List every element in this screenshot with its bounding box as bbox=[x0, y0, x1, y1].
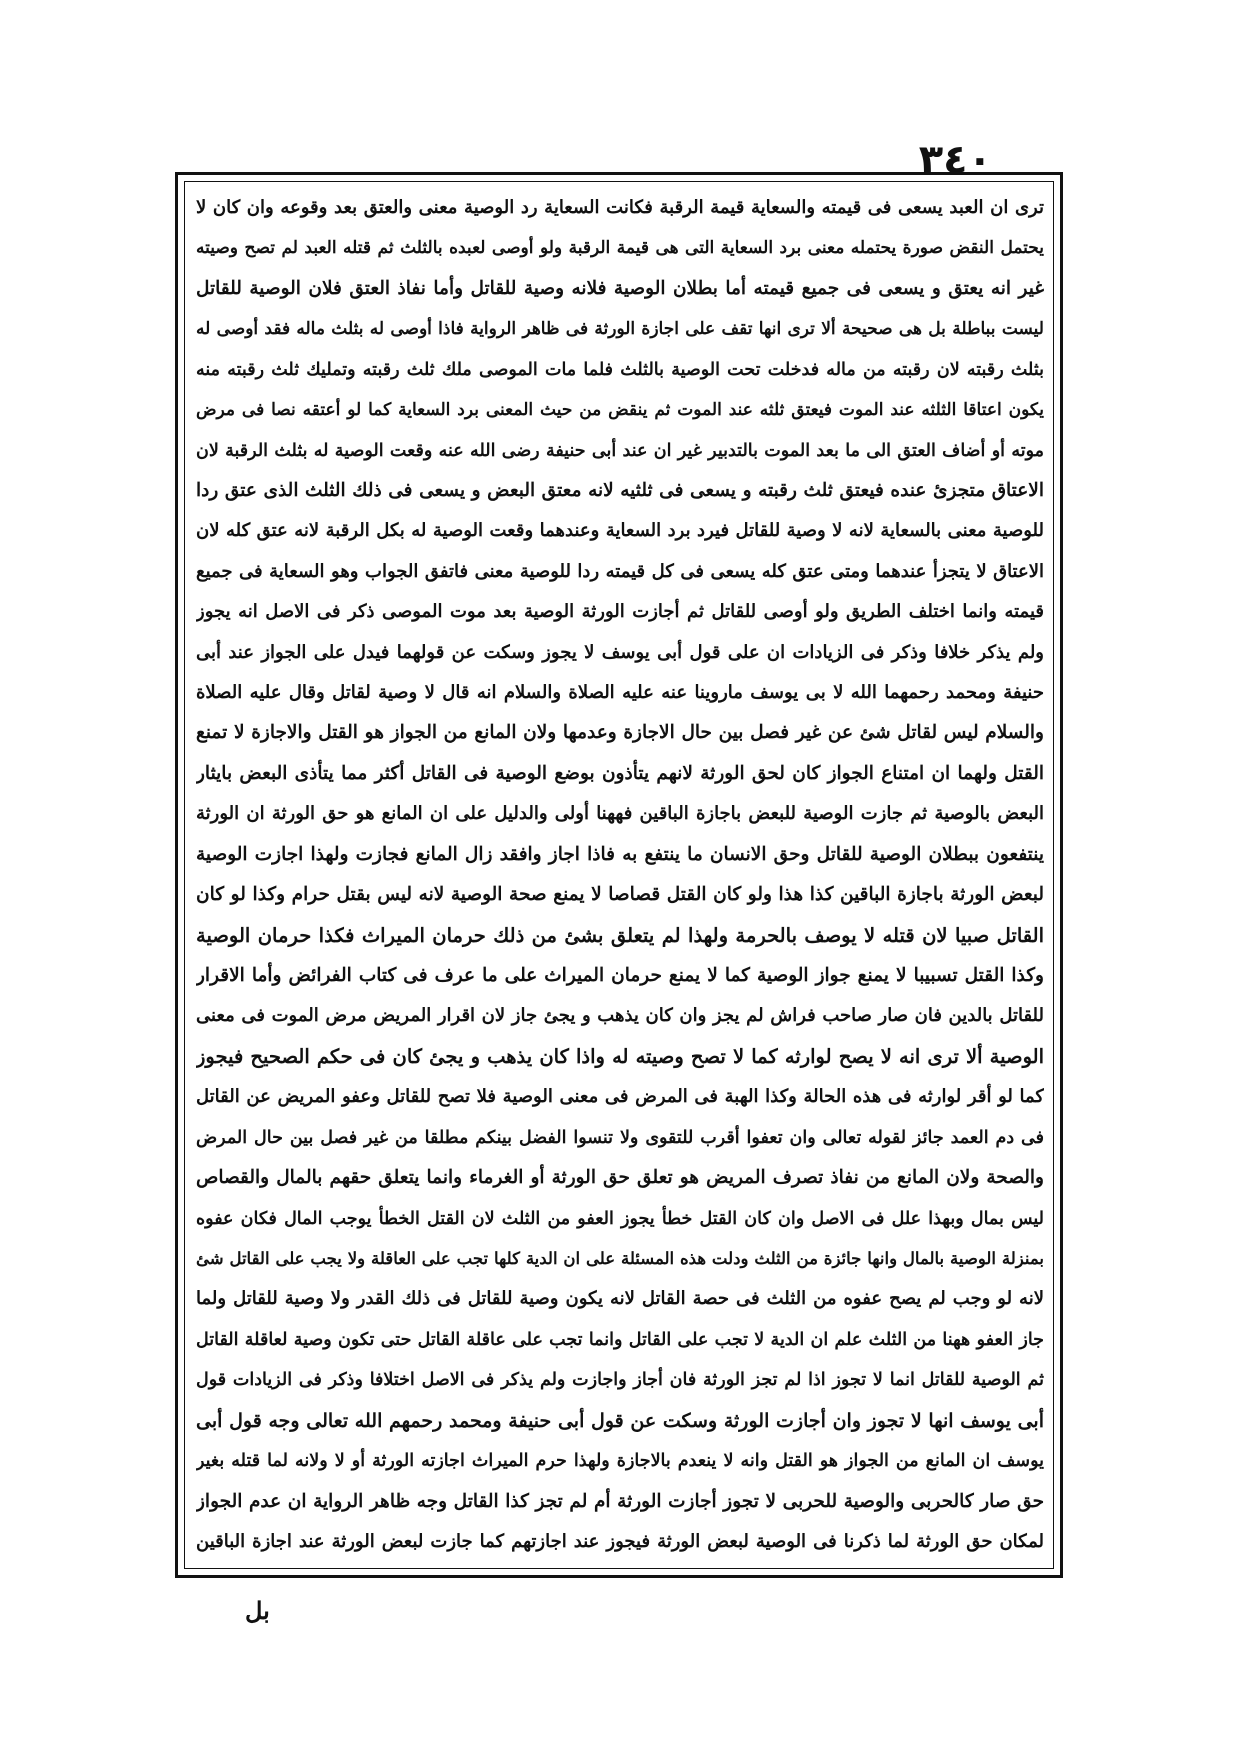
text-line: فى دم العمد جائز لقوله تعالى وان تعفوا أقرب للتقوى ولا تنسوا الفضل بينكم مطلقا من غير فصل بين حال المرض bbox=[196, 1127, 1044, 1148]
text-line: يكون اعتاقا الثلثه عند الموت فيعتق ثلثه عند الموت ثم ينقض من حيث المعنى برد السعاية كما لو أعتقه نصا فى مرض bbox=[196, 400, 1044, 421]
text-line: حنيفة ومحمد رحمهما الله لا بى يوسف ماروينا عنه عليه الصلاة والسلام انه قال لا وصية لقاتل وقال عليه الصلاة bbox=[196, 682, 1044, 704]
text-line: للوصية معنى بالسعاية لانه لا وصية للقاتل فيرد برد السعاية وعندهما وقعت الوصية له بكل الرقبة لانه عتق كله لان bbox=[196, 520, 1044, 542]
text-line: ولم يذكر خلافا وذكر فى الزيادات ان على قول أبى يوسف لا يجوز وسكت عن قولهما فيدل على الجواز عند أبى bbox=[196, 641, 1044, 663]
catchword: بل bbox=[245, 1596, 270, 1625]
text-line: بثلث رقبته لان رقبته من ماله فدخلت تحت الوصية بالثلث فلما مات الموصى ملك ثلث رقبته وتمليك ثلث رقبته منه bbox=[196, 359, 1044, 380]
text-line: الاعتاق لا يتجزأ عندهما ومتى عتق كله يسعى فى كل قيمته ردا للوصية معنى فاتفق الجواب وهو السعاية فى جميع bbox=[196, 560, 1044, 582]
text-line: غير انه يعتق و يسعى فى جميع قيمته أما بطلان الوصية فلانه وصية للقاتل وأما نفاذ العتق فلان الوصية للقاتل bbox=[196, 277, 1044, 299]
main-text-block bbox=[196, 190, 1044, 1560]
text-line: لانه لو وجب لم يصح عفوه من الثلث فى حصة القاتل لانه يكون وصية للقاتل فى ذلك القدر ولا وصية للقاتل ولما bbox=[196, 1288, 1044, 1310]
text-line: ليست بباطلة بل هى صحيحة ألا ترى انها تقف على اجازة الورثة فى ظاهر الرواية فاذا أوصى له بثلث ماله فقد أوصى له bbox=[196, 319, 1044, 340]
text-line: يوسف ان المانع من الجواز هو القتل وانه لا ينعدم بالاجازة ولهذا حرم الميراث اجازته الورثة أو لا ولانه لما قتله بغير bbox=[196, 1451, 1044, 1472]
text-line: ثم الوصية للقاتل انما لا تجوز اذا لم تجز الورثة فان أجاز واجازت ولم يذكر فى الاصل اختلافا وذكر فى الزيادات قول bbox=[196, 1370, 1044, 1391]
text-line: ليس بمال وبهذا علل فى الاصل وان كان القتل خطأ يجوز العفو من الثلث لان القتل الخطأ يوجب المال فكان عفوه bbox=[196, 1208, 1044, 1229]
text-line: لمكان حق الورثة لما ذكرنا فى الوصية لبعض الورثة فيجوز عند اجازتهم كما جازت لبعض الورثة عند اجازة الباقين bbox=[196, 1530, 1044, 1552]
text-line: الاعتاق متجزئ عنده فيعتق ثلث رقبته و يسعى فى ثلثيه لانه معتق البعض و يسعى فى ذلك الثلث الذى عتق ردا bbox=[196, 479, 1044, 501]
text-line: يحتمل النقض صورة يحتمله معنى برد السعاية التى هى قيمة الرقبة ولو أوصى لعبده بالثلث ثم قتله العبد لم تصح وصيته bbox=[196, 238, 1044, 259]
text-line: جاز العفو ههنا من الثلث علم ان الدية لا تجب على القاتل وانما تجب على عاقلة القاتل حتى تكون وصية لعاقلة القاتل bbox=[196, 1329, 1044, 1350]
text-line: الوصية ألا ترى انه لا يصح لوارثه كما لا تصح وصيته له واذا كان يذهب و يجئ كان فى حكم الصحيح فيجوز bbox=[196, 1044, 1044, 1068]
text-line: ترى ان العبد يسعى فى قيمته والسعاية قيمة الرقبة فكانت السعاية رد الوصية معنى والعتق بعد وقوعه وان كان لا bbox=[196, 197, 1044, 218]
text-line: القاتل صبيا لان قتله لا يوصف بالحرمة ولهذا لم يتعلق بشئ من ذلك حرمان الميراث فكذا حرمان الوصية bbox=[196, 923, 1044, 947]
text-line: القتل ولهما ان امتناع الجواز كان لحق الورثة لانهم يتأذون بوضع الوصية فى القاتل أكثر مما يتأذى البعض بايثار bbox=[196, 762, 1044, 784]
text-line: البعض بالوصية ثم جازت الوصية للبعض باجازة الباقين فههنا أولى والدليل على ان المانع هو حق الورثة ان الورثة bbox=[196, 803, 1044, 825]
text-line: للقاتل بالدين فان صار صاحب فراش لم يجز وان كان يذهب و يجئ جاز لان اقرار المريض مرض الموت فى معنى bbox=[196, 1005, 1044, 1027]
page-number: ٣٤٠ bbox=[918, 137, 992, 183]
text-line: بمنزلة الوصية بالمال وانها جائزة من الثلث ودلت هذه المسئلة على ان الدية كلها تجب على العاقلة ولا يجب على القاتل شئ bbox=[196, 1248, 1044, 1268]
text-line: وكذا القتل تسبيبا لا يمنع جواز الوصية كما لا يمنع حرمان الميراث على ما عرف فى كتاب الفرائض وأما الاقرار bbox=[196, 965, 1044, 987]
text-line: ينتفعون ببطلان الوصية للقاتل وحق الانسان ما ينتفع به فاذا اجاز وافقد زال المانع فجازت ولهذا اجازت الوصية bbox=[196, 843, 1044, 865]
text-line: حق صار كالحربى والوصية للحربى لا تجوز أجازت الورثة أم لم تجز كذا القاتل وجه ظاهر الرواية ان عدم الجواز bbox=[196, 1490, 1044, 1512]
text-line: أبى يوسف انها لا تجوز وان أجازت الورثة وسكت عن قول أبى حنيفة ومحمد رحمهم الله تعالى وجه قول أبى bbox=[196, 1409, 1044, 1432]
text-line: قيمته وانما اختلف الطريق ولو أوصى للقاتل ثم أجازت الورثة الوصية بعد موت الموصى ذكر فى الاصل انه يجوز bbox=[196, 601, 1044, 623]
text-line: والسلام ليس لقاتل شئ عن غير فصل بين حال الاجازة وعدمها ولان المانع من الجواز هو القتل والاجازة لا تمنع bbox=[196, 722, 1044, 744]
text-line: لبعض الورثة باجازة الباقين كذا هذا ولو كان القتل قصاصا لا يمنع صحة الوصية لانه ليس بقتل حرام وكذا لو كان bbox=[196, 884, 1044, 906]
text-line: والصحة ولان المانع من نفاذ تصرف المريض هو تعلق حق الورثة أو الغرماء وانما يتعلق حقهم بالمال والقصاص bbox=[196, 1167, 1044, 1189]
text-line: موته أو أضاف العتق الى ما بعد الموت بالتدبير غير ان عند أبى حنيفة رضى الله عنه وقعت الوصية له بثلث الرقبة لان bbox=[196, 440, 1044, 461]
text-line: كما لو أقر لوارثه فى هذه الحالة وكذا الهبة فى المرض فى معنى الوصية فلا تصح للقاتل وعفو المريض عن القاتل bbox=[196, 1086, 1044, 1108]
